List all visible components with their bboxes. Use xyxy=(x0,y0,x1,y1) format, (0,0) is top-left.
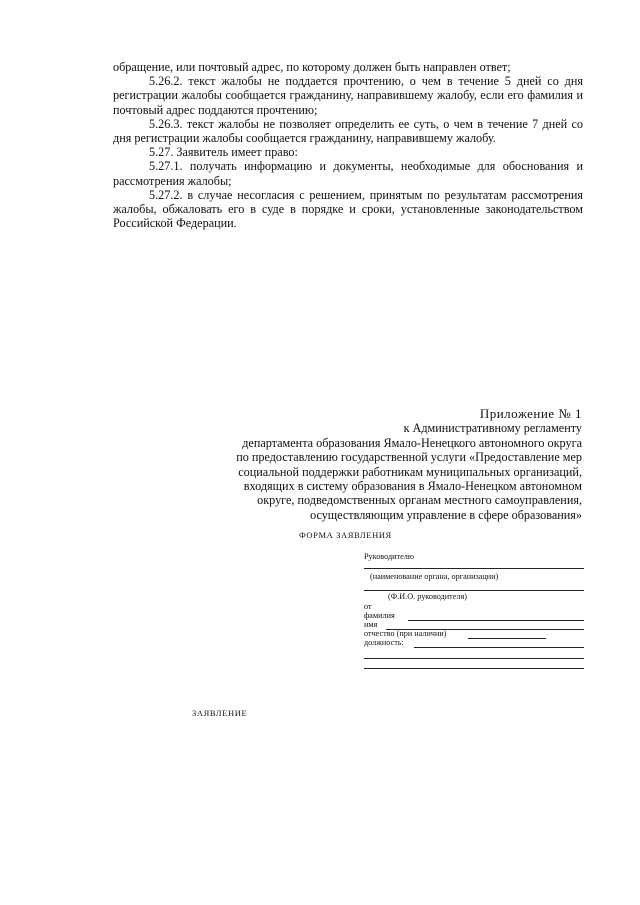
appendix-line: департамента образования Ямало-Ненецкого автономного округа xyxy=(242,435,582,450)
form-title: ФОРМА ЗАЯВЛЕНИЯ xyxy=(299,530,392,540)
complaint-rules-text xyxy=(113,60,583,230)
org-caption: (наименование органа, организации) xyxy=(370,572,499,581)
paragraph-5-26-2: 5.26.2. текст жалобы не поддается прочтению, о чем в течение 5 дней со дня регистрации жалобы сообщается гражданину, направившему жалобу, если его фамилия и почтовый адрес поддаются прочтению; xyxy=(113,74,583,117)
paragraph-5-27-1: 5.27.1. получать информацию и документы, необходимые для обоснования и рассмотрения жалобы; xyxy=(113,159,583,188)
name-label: имя xyxy=(364,620,378,629)
head-name-line xyxy=(364,590,584,591)
statement-heading: ЗАЯВЛЕНИЕ xyxy=(192,708,248,718)
patronymic-line xyxy=(468,638,546,639)
patronymic-label: отчество (при наличии) xyxy=(364,629,447,638)
appendix-header xyxy=(150,407,582,522)
surname-line xyxy=(408,620,584,621)
paragraph-1: обращение, или почтовый адрес, по которому должен быть направлен ответ; xyxy=(113,60,511,74)
position-line xyxy=(414,647,584,648)
surname-label: фамилия xyxy=(364,611,395,620)
blank-line xyxy=(364,658,584,659)
appendix-line: входящих в систему образования в Ямало-Ненецком автономном xyxy=(243,479,582,494)
addressee-org-line xyxy=(364,568,584,569)
position-label: должность: xyxy=(364,638,404,647)
appendix-line: по предоставлению государственной услуги «Предоставление мер xyxy=(236,450,582,465)
appendix-line: округе, подведомственных органам местного самоуправления, xyxy=(257,493,582,508)
appendix-title: Приложение № 1 xyxy=(479,406,582,421)
addressee-label: Руководителю xyxy=(364,552,414,561)
from-label: от xyxy=(364,602,372,611)
blank-line xyxy=(364,668,584,669)
appendix-line: к Административному регламенту xyxy=(403,421,582,436)
head-caption: (Ф.И.О. руководителя) xyxy=(388,592,467,601)
appendix-line: осуществляющим управление в сфере образования» xyxy=(310,507,582,522)
paragraph-5-27-2: 5.27.2. в случае несогласия с решением, принятым по результатам рассмотрения жалобы, обжаловать его в суде в порядке и сроки, установленные законодательством Российской Федерации. xyxy=(113,187,583,231)
paragraph-5-27: 5.27. Заявитель имеет право: xyxy=(149,145,298,160)
paragraph-5-26-3: 5.26.3. текст жалобы не позволяет определить ее суть, о чем в течение 7 дней со дня регистрации жалобы сообщается гражданину, направившему жалобу. xyxy=(113,116,583,146)
appendix-line: социальной поддержки работникам муниципальных организаций, xyxy=(238,464,582,479)
